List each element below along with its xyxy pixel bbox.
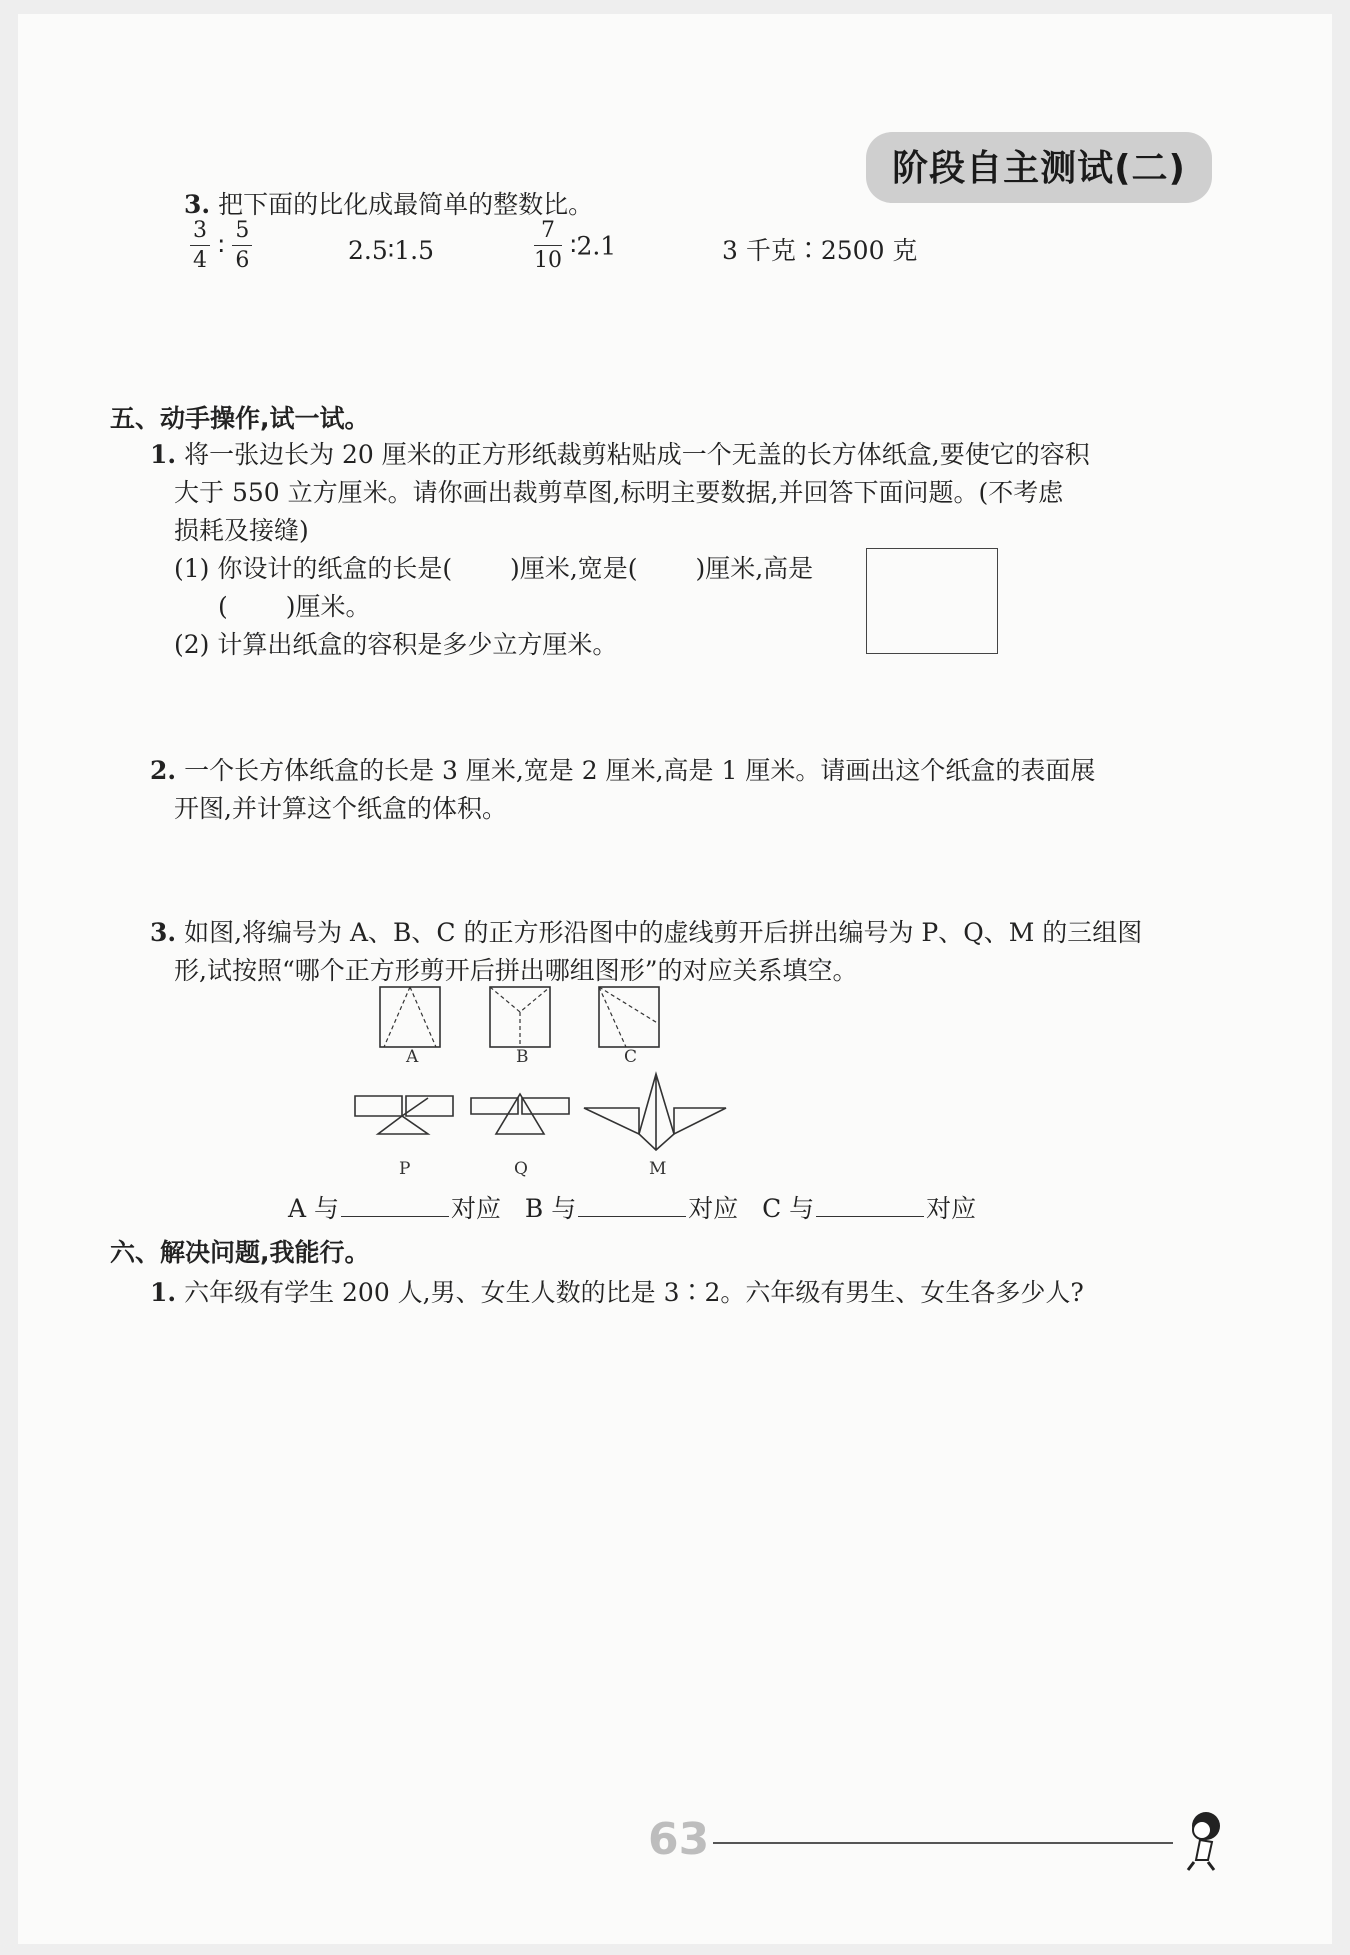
match-a-post: 对应: [451, 1194, 502, 1223]
match-c-blank[interactable]: [816, 1216, 924, 1217]
s5-q1-sub1b: ( )厘米。: [218, 592, 371, 621]
footer-rule: [713, 1842, 1173, 1844]
square-a-cut-lines: [384, 987, 436, 1047]
s5-q3-number: 3.: [150, 918, 177, 947]
match-c-label: C 与: [762, 1194, 815, 1223]
label-q: Q: [514, 1159, 528, 1179]
label-m: M: [649, 1159, 667, 1179]
shape-p-left-wing: [355, 1096, 402, 1116]
match-b-label: B 与: [524, 1194, 577, 1223]
shape-p-right-wing: [406, 1096, 453, 1116]
label-a: A: [406, 1047, 419, 1067]
section-6-title: 六、解决问题,我能行。: [110, 1238, 370, 1267]
s5-q2-text1: 一个长方体纸盒的长是 3 厘米,宽是 2 厘米,高是 1 厘米。请画出这个纸盒的表面展: [184, 756, 1096, 785]
shape-m-body: [639, 1074, 674, 1150]
s5-q1-sub1a: (1) 你设计的纸盒的长是( )厘米,宽是( )厘米,高是: [174, 554, 814, 583]
shape-m-left-wing: [584, 1108, 639, 1134]
s6-q1-text: 六年级有学生 200 人,男、女生人数的比是 3∶2。六年级有男生、女生各多少人?: [184, 1278, 1084, 1307]
s5-q1-number: 1.: [150, 440, 177, 469]
match-a-blank[interactable]: [341, 1216, 449, 1217]
square-a: [380, 987, 440, 1047]
square-c-cut-lines: [599, 987, 659, 1047]
page-number: 63: [648, 1814, 710, 1865]
s5-q3-text1: 如图,将编号为 A、B、C 的正方形沿图中的虚线剪开后拼出编号为 P、Q、M 的三组图: [184, 918, 1143, 947]
match-c-post: 对应: [926, 1194, 977, 1223]
square-b: [490, 987, 550, 1047]
fraction-7-10: $\frac{7}{10}$: [534, 218, 562, 273]
q3-number: 3.: [184, 190, 211, 219]
s5-q1-line2: 大于 550 立方厘米。请你画出裁剪草图,标明主要数据,并回答下面问题。(不考虑: [174, 478, 1064, 507]
label-p: P: [399, 1159, 411, 1179]
fraction-3-4: $\frac{3}{4}$: [190, 220, 210, 272]
square-b-cut-lines: [490, 987, 550, 1047]
square-c: [599, 987, 659, 1047]
ratio-item-b: 2.5∶1.5: [348, 236, 435, 265]
ratio-c-rest: ∶2.1: [569, 231, 617, 261]
match-fill-line: [288, 1196, 976, 1221]
mascot-icon: [1178, 1806, 1238, 1876]
shape-q-right-wing: [522, 1098, 569, 1114]
s5-q1-line3: 损耗及接缝): [174, 516, 309, 545]
match-b-post: 对应: [688, 1194, 739, 1223]
ratio-separator: ∶: [217, 231, 225, 261]
s5-q2-line2: 开图,并计算这个纸盒的体积。: [174, 794, 507, 823]
shape-m-right-wing: [674, 1108, 726, 1134]
page-header-title: 阶段自主测试(二): [866, 132, 1212, 203]
s5-q3-line2: 形,试按照“哪个正方形剪开后拼出哪组图形”的对应关系填空。: [174, 956, 858, 985]
square-cut-figure: [18, 14, 1332, 1944]
worksheet-page: [18, 14, 1332, 1944]
s5-q2-number: 2.: [150, 756, 177, 785]
match-b-blank[interactable]: [578, 1216, 686, 1217]
shape-q-left-wing: [471, 1098, 518, 1114]
label-c: C: [624, 1047, 638, 1067]
ratio-item-d: 3 千克∶2500 克: [722, 236, 918, 265]
q3-text: 把下面的比化成最简单的整数比。: [218, 190, 594, 219]
s5-q1-sub2: (2) 计算出纸盒的容积是多少立方厘米。: [174, 630, 618, 659]
match-a-label: A 与: [288, 1194, 340, 1223]
fraction-5-6: $\frac{5}{6}$: [232, 220, 252, 272]
s5-q1-text1: 将一张边长为 20 厘米的正方形纸裁剪粘贴成一个无盖的长方体纸盒,要使它的容积: [184, 440, 1090, 469]
section-5-title: 五、动手操作,试一试。: [110, 404, 370, 433]
s6-q1: [150, 1280, 1084, 1305]
label-b: B: [516, 1047, 529, 1067]
s6-q1-number: 1.: [150, 1278, 177, 1307]
